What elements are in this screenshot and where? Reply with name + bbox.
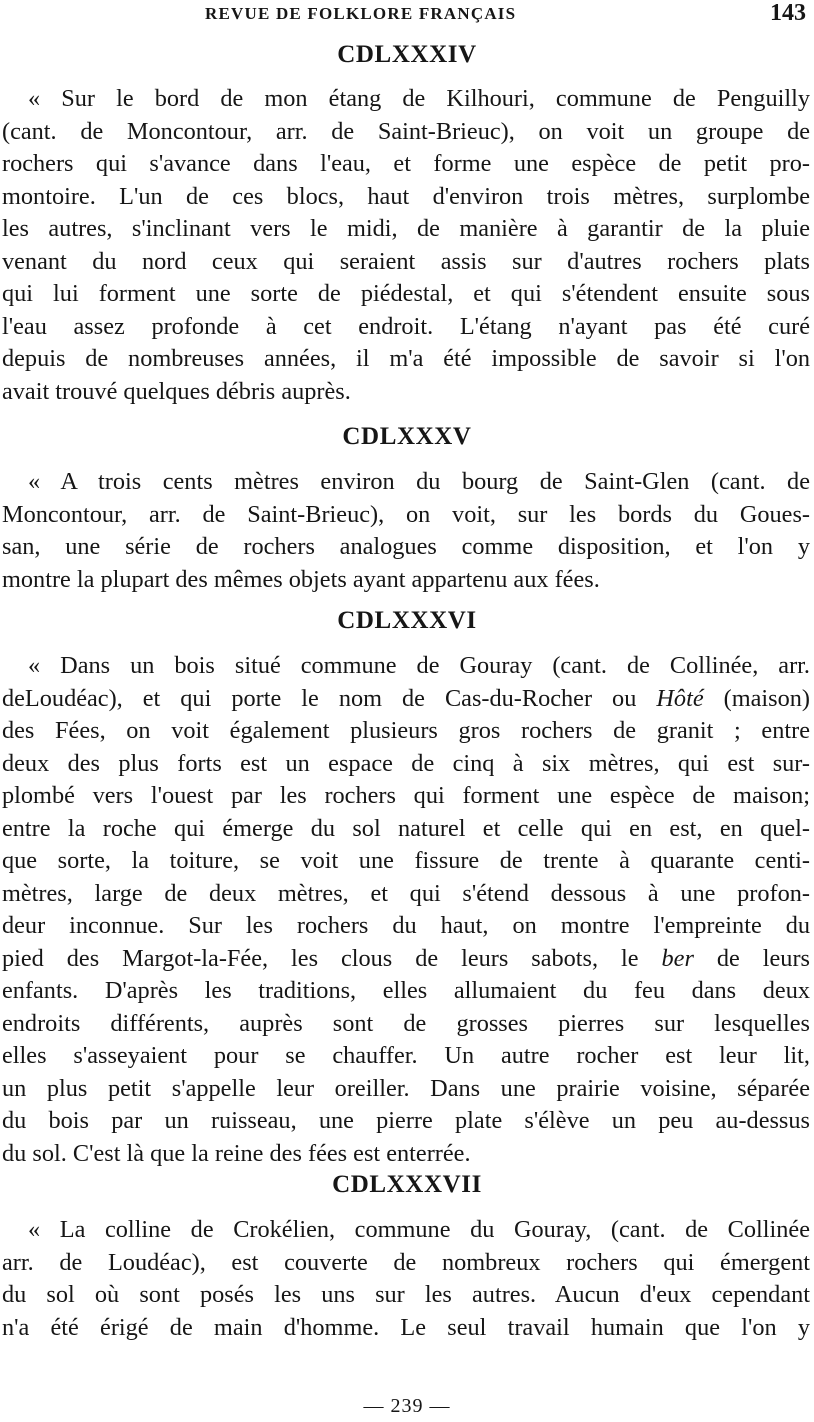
text-line: qui lui forment une sorte de piédestal, et qui s'étendent ensuite sous [2, 280, 810, 307]
text-line: montre la plupart des mêmes objets ayant appartenu aux fées. [2, 565, 600, 593]
section-heading: CDLXXXV [342, 423, 472, 450]
text-segment: de leurs [716, 944, 810, 972]
text-line: du sol où sont posés les uns sur les autres. Aucun d'eux cependant [2, 1281, 810, 1308]
paragraph [0, 466, 814, 596]
folio-page-number: — 239 — [363, 1395, 451, 1417]
text-line: que sorte, la toiture, se voit une fissure de trente à quarante centi- [2, 847, 810, 874]
text-line: mètres, large de deux mètres, et qui s'étend dessous à une profon- [2, 879, 810, 907]
italic-term: Hôté [656, 684, 704, 712]
text-line: elles s'asseyaient pour se chauffer. Un autre rocher est leur lit, [2, 1042, 810, 1069]
text-line: l'eau assez profonde à cet endroit. L'étang n'ayant pas été curé [2, 312, 810, 340]
text-line: des Fées, on voit également plusieurs gros rochers de granit ; entre [2, 717, 810, 744]
text-line: entre la roche qui émerge du sol naturel et celle qui en est, en quel- [2, 814, 810, 842]
text-line: arr. de Loudéac), est couverte de nombreux rochers qui émergent [2, 1248, 810, 1276]
text-line: « Dans un bois situé commune de Gouray (cant. de Collinée, arr. [28, 652, 810, 679]
text-line: (cant. de Moncontour, arr. de Saint-Brieuc), on voit un groupe de [2, 117, 810, 145]
text-line [0, 683, 814, 716]
text-line: deur inconnue. Sur les rochers du haut, on montre l'empreinte du [2, 912, 810, 939]
text-line: san, une série de rochers analogues comme disposition, et l'on y [2, 533, 810, 560]
paragraph [0, 650, 814, 1170]
section-heading: CDLXXXVII [332, 1171, 482, 1198]
text-line: « A trois cents mètres environ du bourg de Saint-Glen (cant. de [28, 468, 810, 495]
text-line: n'a été érigé de main d'homme. Le seul travail humain que l'on y [2, 1313, 810, 1341]
section-cdlxxxvi [0, 606, 814, 1170]
text-line: venant du nord ceux qui seraient assis sur d'autres rochers plats [2, 247, 810, 275]
italic-term: ber [661, 944, 694, 972]
text-segment: pied des Margot-la-Fée, les clous de leurs sabots, le [2, 944, 639, 972]
text-line: endroits différents, auprès sont de grosses pierres sur lesquelles [2, 1009, 810, 1037]
text-line: du bois par un ruisseau, une pierre plate s'élève un peu au-dessus [2, 1107, 810, 1134]
text-line: du sol. C'est là que la reine des fées est enterrée. [2, 1139, 471, 1167]
paragraph [0, 83, 814, 408]
text-line: deux des plus forts est un espace de cinq à six mètres, qui est sur- [2, 749, 810, 777]
text-line: montoire. L'un de ces blocs, haut d'environ trois mètres, surplombe [2, 182, 810, 210]
page-number: 143 [770, 0, 806, 26]
text-line: rochers qui s'avance dans l'eau, et forme une espèce de petit pro- [2, 150, 810, 177]
paragraph [0, 1214, 814, 1344]
text-segment: (maison) [723, 684, 810, 712]
text-line: « La colline de Crokélien, commune du Gouray, (cant. de Collinée [28, 1216, 810, 1243]
running-title: REVUE DE FOLKLORE FRANÇAIS [205, 4, 517, 23]
section-cdlxxxiv [0, 40, 814, 408]
text-line: avait trouvé quelques débris auprès. [2, 377, 351, 405]
text-line: les autres, s'inclinant vers le midi, de manière à garantir de la pluie [2, 215, 810, 242]
text-line: « Sur le bord de mon étang de Kilhouri, commune de Penguilly [28, 85, 810, 112]
text-segment: deLoudéac), et qui porte le nom de Cas-du-Rocher ou [2, 684, 637, 712]
text-line [0, 943, 814, 976]
section-heading: CDLXXXVI [337, 607, 477, 634]
text-line: Moncontour, arr. de Saint-Brieuc), on voit, sur les bords du Goues- [2, 500, 810, 528]
text-line: depuis de nombreuses années, il m'a été impossible de savoir si l'on [2, 345, 810, 372]
text-line: enfants. D'après les traditions, elles allumaient du feu dans deux [2, 977, 810, 1004]
running-header [0, 0, 814, 28]
text-line: un plus petit s'appelle leur oreiller. Dans une prairie voisine, séparée [2, 1074, 810, 1102]
text-line: plombé vers l'ouest par les rochers qui forment une espèce de maison; [2, 782, 810, 809]
section-cdlxxxvii [0, 1170, 814, 1344]
section-heading: CDLXXXIV [337, 41, 477, 68]
section-cdlxxxv [0, 422, 814, 596]
